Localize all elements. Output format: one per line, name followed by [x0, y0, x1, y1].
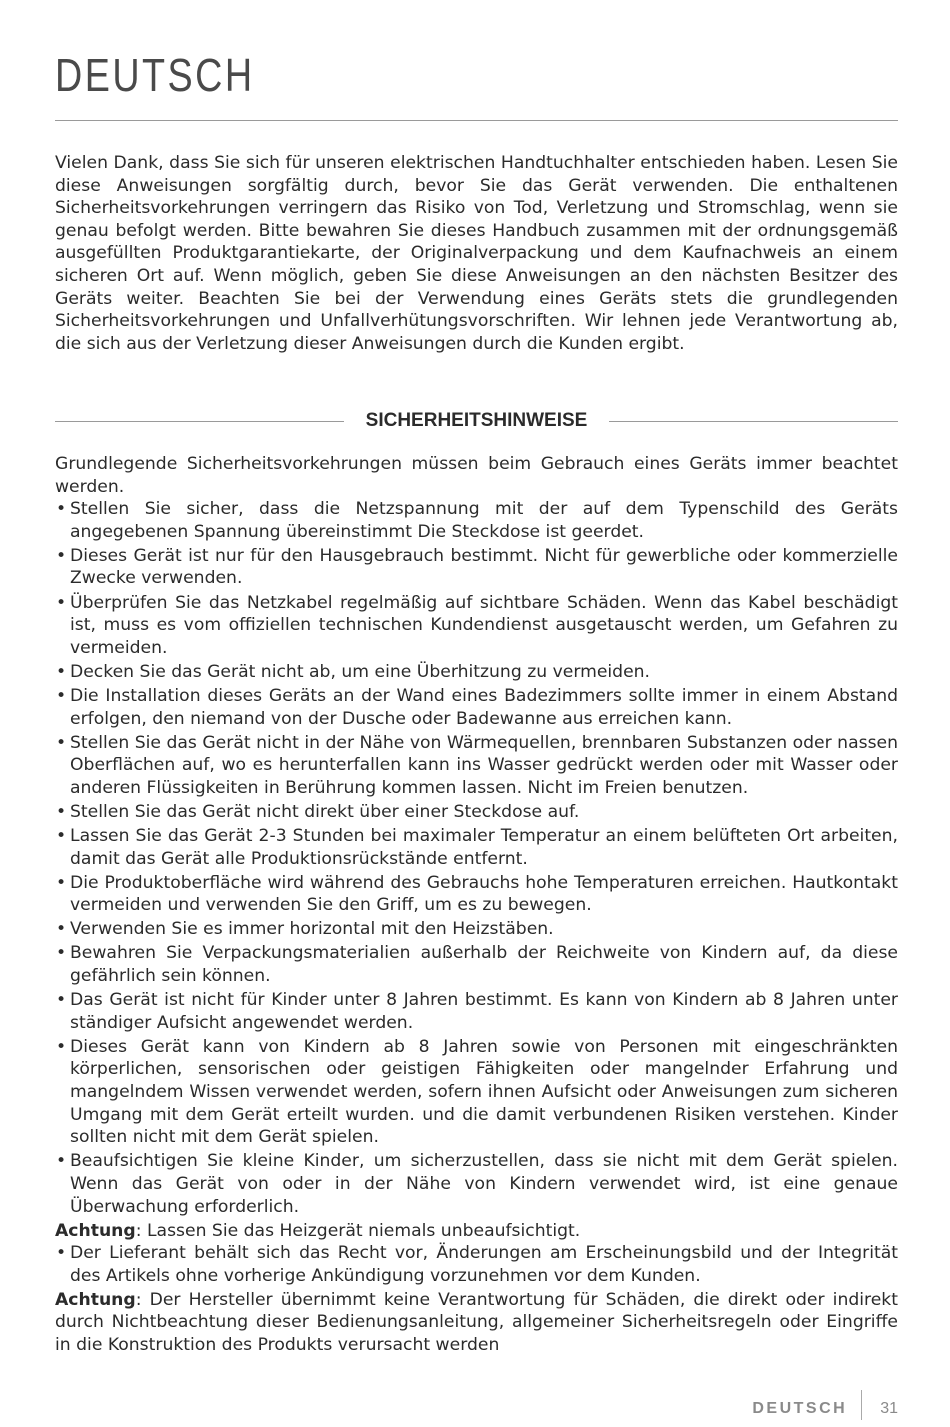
page-title: DEUTSCH — [55, 49, 255, 101]
footer-language-label: DEUTSCH — [752, 1400, 848, 1417]
list-item: • Der Lieferant behält sich das Recht vor, Änderungen am Erscheinungsbild und der Integrität des Artikels ohne vorherige Ankündigung vorzunehmen vor dem Kunden. — [55, 1242, 898, 1287]
list-item: • Stellen Sie das Gerät nicht in der Nähe von Wärmequellen, brennbaren Substanzen oder nassen Oberflächen auf, wo es herunterfallen kann ins Wasser gedrückt werden oder mit Wasser oder anderen Flüssigkeiten in Berührung kommen lassen. Nicht im Freien benutzen. — [55, 732, 898, 800]
warning-unattended — [55, 1220, 898, 1243]
safety-content — [55, 453, 898, 1357]
warning-label: Achtung — [55, 1220, 136, 1241]
section-heading-safety — [55, 408, 898, 434]
section-heading-label: SICHERHEITSHINWEISE — [365, 410, 588, 431]
warning-text: : Lassen Sie das Heizgerät niemals unbeaufsichtigt. — [135, 1220, 581, 1241]
list-item: • Beaufsichtigen Sie kleine Kinder, um sicherzustellen, dass sie nicht mit dem Gerät spielen. Wenn das Gerät von oder in der Nähe von Kindern verwendet wird, ist eine genaue Überwachung erforderlich. — [55, 1150, 898, 1218]
title-divider — [55, 120, 898, 121]
heading-rule-right — [609, 421, 898, 422]
warning-liability — [55, 1289, 898, 1357]
list-item: • Verwenden Sie es immer horizontal mit den Heizstäben. — [55, 918, 898, 941]
intro-paragraph: Vielen Dank, dass Sie sich für unseren elektrischen Handtuchhalter entschieden haben. Lesen Sie diese Anweisungen sorgfältig durch, bevor Sie das Gerät verwenden. Die enthaltenen Sicherheitsvorkehrungen verringern das Risiko von Tod, Verletzung und Stromschlag, wenn sie genau befolgt werden. Bitte bewahren Sie dieses Handbuch zusammen mit der ordnungsgemäß ausgefüllten Produktgarantiekarte, der Originalverpackung und dem Kaufnachweis an einem sicheren Ort auf. Wenn möglich, geben Sie diese Anweisungen an den nächsten Besitzer des Geräts weiter. Beachten Sie bei der Verwendung eines Geräts stets die grundlegenden Sicherheitsvorkehrungen und Unfallverhütungsvorschriften. Wir lehnen jede Verantwortung ab, die sich aus der Verletzung dieser Anweisungen durch die Kunden ergibt. — [55, 153, 898, 354]
list-item: • Bewahren Sie Verpackungsmaterialien außerhalb der Reichweite von Kindern auf, da diese gefährlich sein können. — [55, 942, 898, 987]
list-item: • Dieses Gerät ist nur für den Hausgebrauch bestimmt. Nicht für gewerbliche oder kommerzielle Zwecke verwenden. — [55, 545, 898, 590]
list-item: • Decken Sie das Gerät nicht ab, um eine Überhitzung zu vermeiden. — [55, 661, 898, 684]
list-item: • Stellen Sie das Gerät nicht direkt über einer Steckdose auf. — [55, 801, 898, 824]
list-item: • Die Installation dieses Geräts an der Wand eines Badezimmers sollte immer in einem Abstand erfolgen, den niemand von der Dusche oder Badewanne aus erreichen kann. — [55, 685, 898, 730]
list-item: • Dieses Gerät kann von Kindern ab 8 Jahren sowie von Personen mit eingeschränkten körperlichen, sensorischen oder geistigen Fähigkeiten oder mangelnder Erfahrung und mangelndem Wissen verwendet werden, sofern ihnen Aufsicht oder Anweisungen zum sicheren Umgang mit dem Gerät erteilt wurden. und die damit verbundenen Risiken verstehen. Kinder sollten nicht mit dem Gerät spielen. — [55, 1036, 898, 1149]
list-item: • Überprüfen Sie das Netzkabel regelmäßig auf sichtbare Schäden. Wenn das Kabel beschädigt ist, muss es vom offiziellen technischen Kundendienst ausgetauscht werden, um Gefahren zu vermeiden. — [55, 592, 898, 660]
warning-text: : Der Hersteller übernimmt keine Verantwortung für Schäden, die direkt oder indirekt durch Nichtbeachtung dieser Bedienungsanleitung, allgemeiner Sicherheitsregeln oder Eingriffe in die Konstruktion des Produkts verursacht werden — [55, 1289, 898, 1356]
list-item: • Lassen Sie das Gerät 2-3 Stunden bei maximaler Temperatur an einem belüfteten Ort arbeiten, damit das Gerät alle Produktionsrückstände entfernt. — [55, 825, 898, 870]
safety-lead: Grundlegende Sicherheitsvorkehrungen müssen beim Gebrauch eines Geräts immer beachtet werden. — [55, 454, 898, 497]
page-number: 31 — [880, 1400, 898, 1417]
list-item: • Das Gerät ist nicht für Kinder unter 8 Jahren bestimmt. Es kann von Kindern ab 8 Jahren unter ständiger Aufsicht angewendet werden. — [55, 989, 898, 1034]
list-item: • Stellen Sie sicher, dass die Netzspannung mit der auf dem Typenschild des Geräts angegebenen Spannung übereinstimmt Die Steckdose ist geerdet. — [55, 498, 898, 543]
heading-rule-left — [55, 421, 344, 422]
list-item: • Die Produktoberfläche wird während des Gebrauchs hohe Temperaturen erreichen. Hautkontakt vermeiden und verwenden Sie den Griff, um es zu bewegen. — [55, 872, 898, 917]
safety-list-2 — [55, 1242, 898, 1287]
safety-list — [55, 498, 898, 1218]
page-footer — [752, 1391, 898, 1427]
warning-label: Achtung — [55, 1289, 136, 1310]
